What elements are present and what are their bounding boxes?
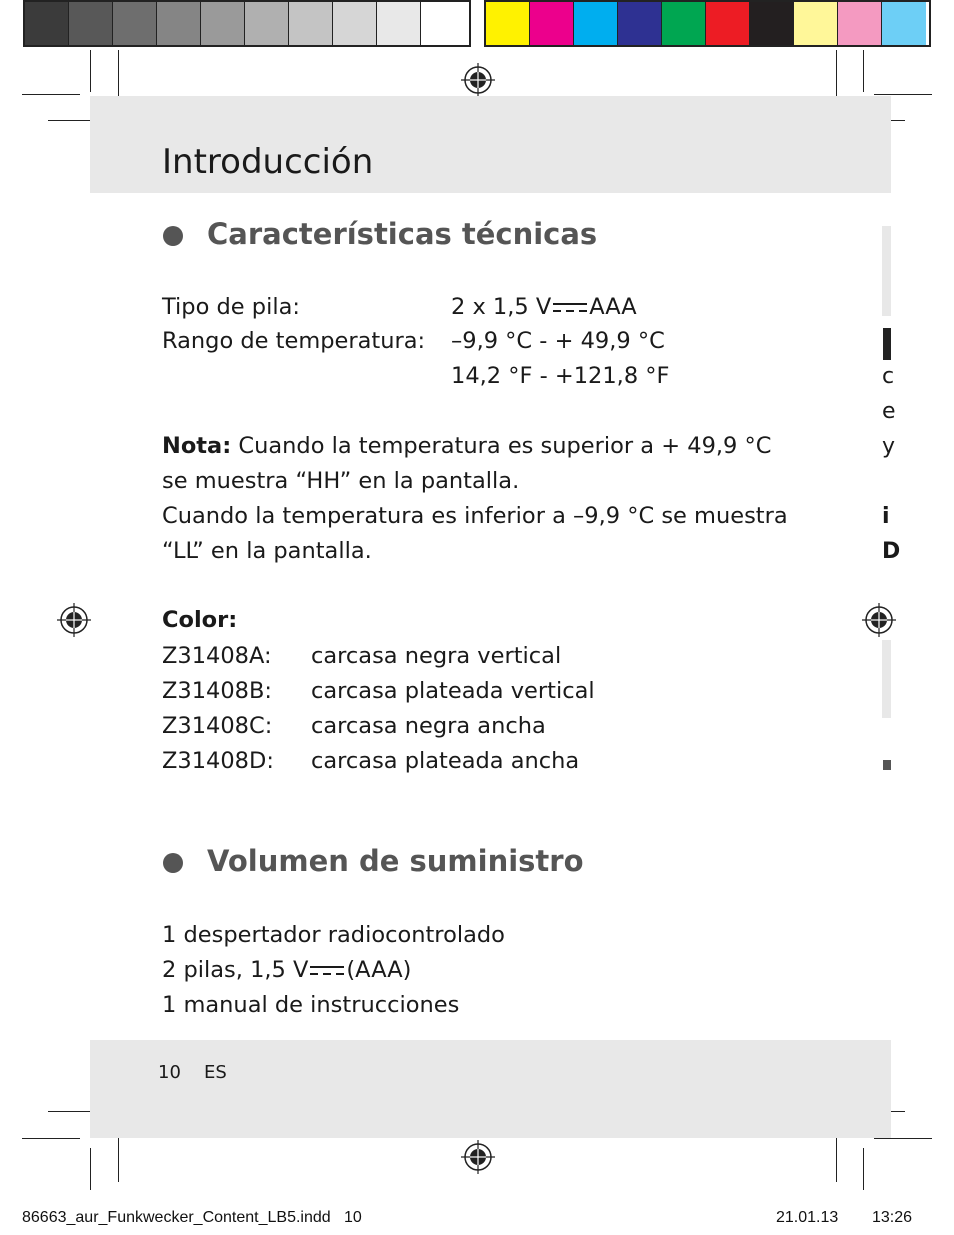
gray-swatch [201,2,245,45]
note-label: Nota: [162,433,232,459]
registration-mark-icon [461,1140,495,1174]
battery-type-label: Tipo de pila: [162,294,300,320]
gray-swatch [25,2,69,45]
gray-swatch [377,2,421,45]
note-line [162,433,771,459]
print-file-name: 86663_aur_Funkwecker_Content_LB5.indd 10 [22,1209,362,1226]
footer-band [90,1040,891,1138]
print-date: 21.01.13 [776,1209,839,1226]
color-model: Z31408A: [162,643,272,669]
note-line: “LL” en la pantalla. [162,538,372,564]
color-description: carcasa plateada vertical [311,678,595,704]
crop-mark [863,50,864,92]
next-page-text-fragment: c [882,364,895,389]
color-swatch [706,2,750,45]
supply-item [162,957,411,983]
crop-mark [90,50,91,92]
registration-mark-icon [57,603,91,637]
crop-mark [863,1148,864,1190]
next-page-text-fragment: e [882,399,896,424]
gray-swatch [421,2,465,45]
page-title: Introducción [162,142,374,182]
supply-batteries: 2 pilas, 1,5 V [162,957,309,983]
crop-mark [90,1148,91,1190]
color-swatch [750,2,794,45]
print-time: 13:26 [872,1209,913,1226]
battery-type-value [451,294,637,320]
color-description: carcasa plateada ancha [311,748,580,774]
battery-size: AAA [589,294,637,320]
page-language: ES [204,1062,227,1083]
color-description: carcasa negra ancha [311,713,546,739]
dc-symbol-icon [553,301,587,315]
section-bullet [163,853,183,873]
color-model: Z31408B: [162,678,273,704]
next-page-bullet-fragment [883,760,891,770]
supply-item: 1 manual de instrucciones [162,992,460,1018]
temperature-range-celsius: –9,9 °C - + 49,9 °C [451,328,665,354]
crop-mark [874,1138,932,1139]
note-line: se muestra “HH” en la pantalla. [162,468,520,494]
section-heading-supply: Volumen de suministro [207,844,584,878]
crop-mark [22,94,80,95]
note-text: Cuando la temperatura es superior a + 49,9 °C [231,433,772,459]
next-page-gray-strip [882,640,891,718]
gray-swatch [113,2,157,45]
color-swatch [794,2,838,45]
color-model: Z31408C: [162,713,273,739]
next-page-icon-fragment [883,328,891,360]
supply-item: 1 despertador radiocontrolado [162,922,505,948]
color-swatch [882,2,926,45]
crop-mark [836,50,837,102]
next-page-gray-strip [882,226,891,316]
note-line: Cuando la temperatura es inferior a –9,9 °C se muestra [162,503,788,529]
color-model: Z31408D: [162,748,274,774]
grayscale-color-bar [23,0,471,47]
temperature-range-label: Rango de temperatura: [162,328,426,354]
next-page-text-fragment: i [882,504,890,529]
crop-mark [874,94,932,95]
gray-swatch [289,2,333,45]
color-label: Color: [162,607,238,633]
next-page-text-fragment: D [882,539,901,564]
color-swatch [574,2,618,45]
gray-swatch [69,2,113,45]
color-swatch [838,2,882,45]
battery-count-voltage: 2 x 1,5 V [451,294,552,320]
dc-symbol-icon [310,964,344,978]
gray-swatch [333,2,377,45]
color-swatch [530,2,574,45]
section-heading-specs: Características técnicas [207,217,598,251]
crop-mark [118,50,119,102]
color-swatch [486,2,530,45]
gray-swatch [245,2,289,45]
color-swatch [618,2,662,45]
crop-mark [22,1138,80,1139]
registration-mark-icon [461,63,495,97]
gray-swatch [157,2,201,45]
registration-mark-icon [862,603,896,637]
color-description: carcasa negra vertical [311,643,562,669]
temperature-range-fahrenheit: 14,2 °F - +121,8 °F [451,363,670,389]
section-bullet [163,226,183,246]
supply-batteries-size: (AAA) [346,957,412,983]
color-swatch [662,2,706,45]
process-color-bar [484,0,931,47]
next-page-text-fragment: y [882,434,896,459]
page-number: 10 [158,1062,181,1083]
